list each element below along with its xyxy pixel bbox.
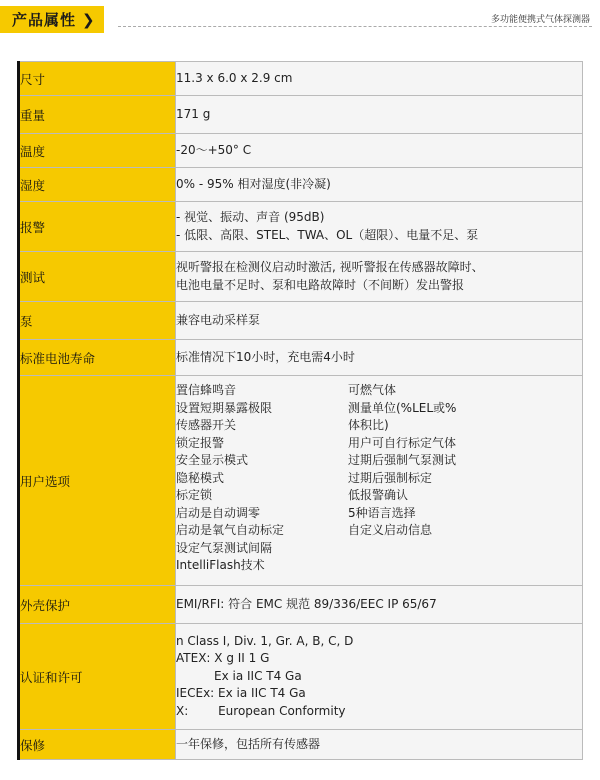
row-value: 0% - 95% 相对湿度(非冷凝) xyxy=(176,168,583,202)
user-options-column-1 xyxy=(176,382,348,575)
table-row xyxy=(19,376,583,586)
table-row xyxy=(19,302,583,340)
list-item: IntelliFlash技术 xyxy=(176,558,265,572)
list-item: 低报警确认 xyxy=(348,488,409,502)
list-item: 启动是氧气自动标定 xyxy=(176,523,285,537)
row-label: 报警 xyxy=(19,202,176,252)
list-item: 可燃气体 xyxy=(348,383,397,397)
row-value: 一年保修，包括所有传感器 xyxy=(176,730,583,760)
test-line: 电池电量不足时、泵和电路故障时（不间断）发出警报 xyxy=(176,277,465,292)
alarm-line: - 视觉、振动、声音 (95dB) xyxy=(176,210,325,224)
row-label: 外壳保护 xyxy=(19,586,176,624)
cert-line: Ex ia IIC T4 Ga xyxy=(214,668,302,683)
list-item: 设置短期暴露极限 xyxy=(176,400,273,415)
list-item: 5种语言选择 xyxy=(348,505,416,520)
cert-line xyxy=(176,650,582,668)
list-item: 置信蜂鸣音 xyxy=(176,383,237,397)
section-tag xyxy=(0,6,104,33)
row-label: 尺寸 xyxy=(19,62,176,96)
row-value: -20～+50° C xyxy=(176,134,583,168)
list-item: 隐秘模式 xyxy=(176,470,225,485)
table-row xyxy=(19,586,583,624)
row-value xyxy=(176,252,583,302)
table-row xyxy=(19,340,583,376)
row-label: 测试 xyxy=(19,252,176,302)
row-value: 171 g xyxy=(176,96,583,134)
test-line: 视听警报在检测仪启动时激活, 视听警报在传感器故障时、 xyxy=(176,260,484,274)
row-label: 标准电池寿命 xyxy=(19,340,176,376)
section-tag-label: 产品属性 xyxy=(12,11,77,29)
list-item: 标定锁 xyxy=(176,488,213,502)
cert-line: n Class I, Div. 1, Gr. A, B, C, D xyxy=(176,633,354,648)
spec-table xyxy=(17,61,583,760)
table-row xyxy=(19,168,583,202)
user-options-column-2 xyxy=(348,382,582,575)
table-row xyxy=(19,62,583,96)
row-value xyxy=(176,624,583,730)
list-item: 测量单位(%LEL或% xyxy=(348,400,457,415)
list-item: 锁定报警 xyxy=(176,435,225,450)
section-header xyxy=(0,0,600,40)
row-value: EMI/RFI: 符合 EMC 规范 89/336/EEC IP 65/67 xyxy=(176,586,583,624)
alarm-line: - 低限、高限、STEL、TWA、OL（超限）、电量不足、泵 xyxy=(176,227,479,242)
cert-line xyxy=(176,703,582,721)
row-value xyxy=(176,202,583,252)
table-row xyxy=(19,624,583,730)
list-item: 设定气泵测试间隔 xyxy=(176,540,273,555)
product-title: 多功能便携式气体探测器 xyxy=(485,12,590,25)
row-label: 认证和许可 xyxy=(19,624,176,730)
list-item: 过期后强制气泵测试 xyxy=(348,453,457,467)
row-label: 泵 xyxy=(19,302,176,340)
header-divider xyxy=(118,26,592,27)
cert-x-value: European Conformity xyxy=(218,703,346,718)
row-value: 兼容电动采样泵 xyxy=(176,302,583,340)
user-options-columns xyxy=(176,382,582,575)
list-item: 体积比) xyxy=(348,418,389,432)
list-item: 过期后强制标定 xyxy=(348,470,433,485)
table-row xyxy=(19,202,583,252)
row-label: 保修 xyxy=(19,730,176,760)
list-item: 启动是自动调零 xyxy=(176,505,261,520)
table-row xyxy=(19,134,583,168)
cert-atex-value: X g II 1 G xyxy=(214,651,270,666)
row-value xyxy=(176,376,583,586)
row-label: 用户选项 xyxy=(19,376,176,586)
list-item: 用户可自行标定气体 xyxy=(348,435,457,450)
chevron-right-icon: ❯ xyxy=(82,10,95,29)
table-row xyxy=(19,730,583,760)
row-label: 湿度 xyxy=(19,168,176,202)
table-row xyxy=(19,252,583,302)
row-value: 标准情况下10小时，充电需4小时 xyxy=(176,340,583,376)
cert-atex-prefix: ATEX: xyxy=(176,651,211,666)
list-item: 自定义启动信息 xyxy=(348,523,433,537)
row-label: 重量 xyxy=(19,96,176,134)
cert-line: IECEx: Ex ia IIC T4 Ga xyxy=(176,686,306,701)
list-item: 安全显示模式 xyxy=(176,453,249,467)
row-label: 温度 xyxy=(19,134,176,168)
cert-x-prefix: X: xyxy=(176,703,189,718)
list-item: 传感器开关 xyxy=(176,418,237,432)
row-value: 11.3 x 6.0 x 2.9 cm xyxy=(176,62,583,96)
table-row xyxy=(19,96,583,134)
